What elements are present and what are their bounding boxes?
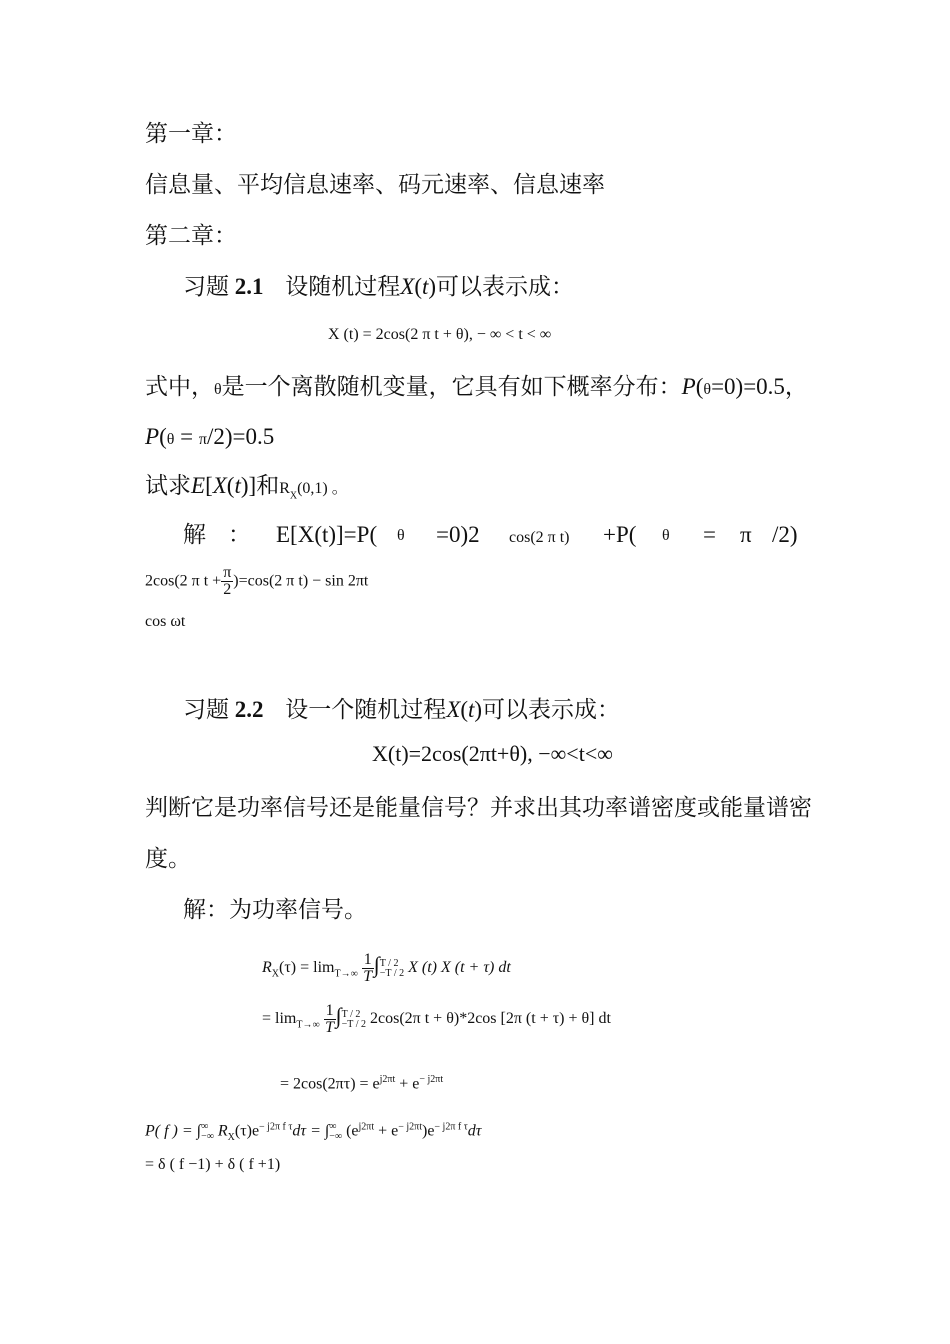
x-of-t: X xyxy=(400,274,415,299)
distribution-line: 式中，θ是一个离散随机变量，它具有如下概率分布：P(θ=0)=0.5， xyxy=(145,374,808,399)
chapter2-heading: 第二章： xyxy=(145,223,237,248)
solution-eq-b: =0)2 xyxy=(436,522,480,547)
chapter1-heading: 第一章： xyxy=(145,121,237,146)
solution-2-2-label: 解：为功率信号。 xyxy=(183,897,367,922)
solution-eq-a: E[X(t)]=P( xyxy=(276,522,378,547)
equation-2-2: X(t)=2cos(2πt+θ), −∞<t<∞ xyxy=(372,741,613,766)
solution-colon: ： xyxy=(228,522,251,547)
autocorrelation-result: = $2\cos(2\pi\tau) = e^{j2\pi t} + e^{- j2\pi t}$ xyxy=(280,1074,444,1093)
chapter1-topics: 信息量、平均信息速率、码元速率、信息速率 xyxy=(145,172,605,197)
psd-line: P( f ) = ∫ ∞ −∞ $R_X(\tau)e^{- j2\pi f \tau}d\tau$ = ∫ ∞ −∞ $(e^{j2\pi t} + e^{- j2\pi t})e^{- j2\pi f \tau}d\tau$ xyxy=(145,1121,482,1143)
solution-line-3: cos ωt xyxy=(145,613,186,630)
equation-2-1: X (t) = 2cos(2 π t + θ), − ∞ < t < ∞ xyxy=(328,326,552,343)
solution-eq-c: cos(2 π t) xyxy=(509,529,570,546)
exercise-2-2-statement: 习题 2.2 设一个随机过程X(t)可以表示成： xyxy=(183,697,621,722)
solution-eq-d: +P( xyxy=(603,522,637,547)
solution-eq-e: = xyxy=(703,522,716,547)
solution-eq-g: /2) xyxy=(772,522,798,547)
question-2-2-line-1: 判断它是功率信号还是能量信号？并求出其功率谱密度或能量谱密 xyxy=(145,795,812,820)
solution-line-2: 2cos(2 π t + $\frac{\pi}{2}$ )=cos(2 π t) − sin 2πt xyxy=(145,564,369,598)
exercise-text: 设随机过程 xyxy=(285,274,401,299)
theta-symbol-2: θ xyxy=(662,527,670,544)
exercise-label: 习题 xyxy=(183,274,229,299)
solution-2-1-label: 解 xyxy=(183,522,206,547)
solution-eq-f: π xyxy=(740,522,752,547)
exercise-text-tail: 可以表示成： xyxy=(436,274,575,299)
autocorrelation-line-1: $R_X(\tau) = \lim_{T\to\infty}$ $\frac{1}{T}$ ∫ T / 2 −T / 2 X (t) X (t + τ) dt xyxy=(262,951,511,985)
exercise-number: 2.1 xyxy=(234,274,264,299)
delta-result: = δ ( f −1) + δ ( f +1) xyxy=(145,1156,281,1173)
distribution-line-2: P(θ = π/2)=0.5 xyxy=(145,424,275,449)
theta-symbol: θ xyxy=(397,527,405,544)
autocorrelation-line-2: = $\lim_{T\to\infty}$ $\frac{1}{T}$ ∫ T / 2 −T / 2 2cos(2π t + θ)*2cos [2π (t + τ) + θ] dt xyxy=(262,1002,611,1036)
question-line: 试求E[X(t)]和$R_X(0,1)$ 。 xyxy=(145,473,348,502)
question-2-2-line-2: 度。 xyxy=(145,846,191,871)
exercise-2-1-statement: 习题 2.1 设随机过程X(t)可以表示成： xyxy=(183,274,575,299)
